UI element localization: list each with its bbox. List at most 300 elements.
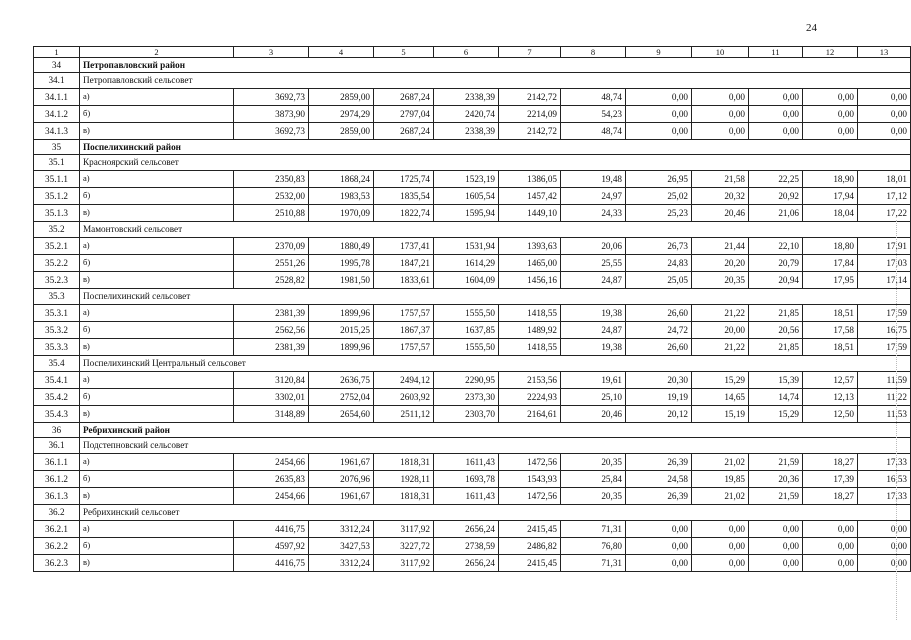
value-cell: 20,36 [749, 471, 803, 488]
value-cell: 2415,45 [499, 521, 561, 538]
value-cell: 20,94 [749, 272, 803, 289]
value-cell: 25,10 [561, 389, 626, 406]
settlement-code: 36.1 [34, 438, 80, 454]
column-number-row [34, 47, 911, 58]
value-cell: 20,56 [749, 322, 803, 339]
value-cell: 21,22 [692, 339, 749, 356]
value-cell: 2415,45 [499, 555, 561, 572]
row-code: 35.3.1 [34, 305, 80, 322]
value-cell: 17,22 [858, 205, 911, 222]
settlement-row [34, 438, 911, 454]
value-cell: 22,10 [749, 238, 803, 255]
value-cell: 21,06 [749, 205, 803, 222]
value-cell: 2797,04 [374, 106, 434, 123]
row-code: 36.2.2 [34, 538, 80, 555]
value-cell: 48,74 [561, 123, 626, 140]
value-cell: 11,22 [858, 389, 911, 406]
row-code: 35.1.1 [34, 171, 80, 188]
value-cell: 0,00 [858, 521, 911, 538]
table-row [34, 255, 911, 272]
row-code: 35.3.2 [34, 322, 80, 339]
district-code: 35 [34, 140, 80, 155]
row-variant: б) [80, 106, 234, 123]
row-code: 35.2.2 [34, 255, 80, 272]
value-cell: 1983,53 [309, 188, 374, 205]
row-variant: а) [80, 171, 234, 188]
column-number-cell: 4 [309, 47, 374, 58]
value-cell: 1449,10 [499, 205, 561, 222]
row-variant: а) [80, 521, 234, 538]
district-code: 36 [34, 423, 80, 438]
district-code: 34 [34, 58, 80, 73]
value-cell: 2486,82 [499, 538, 561, 555]
value-cell: 21,02 [692, 454, 749, 471]
value-cell: 2974,29 [309, 106, 374, 123]
value-cell: 0,00 [858, 555, 911, 572]
value-cell: 2738,59 [434, 538, 499, 555]
value-cell: 20,30 [626, 372, 692, 389]
value-cell: 4416,75 [234, 555, 309, 572]
row-variant: в) [80, 205, 234, 222]
column-number-cell: 10 [692, 47, 749, 58]
value-cell: 15,29 [749, 406, 803, 423]
settlement-row [34, 222, 911, 238]
value-cell: 3227,72 [374, 538, 434, 555]
value-cell: 71,31 [561, 521, 626, 538]
row-variant: б) [80, 471, 234, 488]
row-variant: а) [80, 305, 234, 322]
value-cell: 20,06 [561, 238, 626, 255]
district-row [34, 423, 911, 438]
value-cell: 2373,30 [434, 389, 499, 406]
value-cell: 21,44 [692, 238, 749, 255]
value-cell: 2859,00 [309, 123, 374, 140]
value-cell: 18,51 [803, 339, 858, 356]
value-cell: 20,35 [561, 454, 626, 471]
value-cell: 2224,93 [499, 389, 561, 406]
value-cell: 0,00 [626, 538, 692, 555]
value-cell: 2381,39 [234, 339, 309, 356]
table-row [34, 272, 911, 289]
table-row [34, 406, 911, 423]
value-cell: 71,31 [561, 555, 626, 572]
value-cell: 2528,82 [234, 272, 309, 289]
value-cell: 20,79 [749, 255, 803, 272]
value-cell: 1418,55 [499, 305, 561, 322]
row-code: 35.2.1 [34, 238, 80, 255]
row-code: 34.1.2 [34, 106, 80, 123]
table-row [34, 89, 911, 106]
row-variant: в) [80, 406, 234, 423]
column-number-cell: 13 [858, 47, 911, 58]
value-cell: 1595,94 [434, 205, 499, 222]
value-cell: 26,60 [626, 305, 692, 322]
value-cell: 0,00 [803, 521, 858, 538]
row-code: 35.1.3 [34, 205, 80, 222]
value-cell: 2562,56 [234, 322, 309, 339]
value-cell: 1818,31 [374, 488, 434, 505]
value-cell: 11,53 [858, 406, 911, 423]
row-variant: а) [80, 372, 234, 389]
value-cell: 1961,67 [309, 488, 374, 505]
value-cell: 1393,63 [499, 238, 561, 255]
settlement-row [34, 289, 911, 305]
settlement-name: Красноярский сельсовет [80, 155, 911, 171]
value-cell: 0,00 [749, 106, 803, 123]
value-cell: 4416,75 [234, 521, 309, 538]
district-row [34, 140, 911, 155]
value-cell: 2656,24 [434, 521, 499, 538]
settlement-code: 35.1 [34, 155, 80, 171]
row-code: 35.1.2 [34, 188, 80, 205]
table-row [34, 106, 911, 123]
row-code: 36.2.3 [34, 555, 80, 572]
value-cell: 2015,25 [309, 322, 374, 339]
table-row [34, 471, 911, 488]
value-cell: 3117,92 [374, 555, 434, 572]
value-cell: 1757,57 [374, 305, 434, 322]
value-cell: 1465,00 [499, 255, 561, 272]
settlement-name: Подстепновский сельсовет [80, 438, 911, 454]
value-cell: 20,35 [561, 488, 626, 505]
value-cell: 0,00 [626, 521, 692, 538]
value-cell: 0,00 [626, 555, 692, 572]
value-cell: 26,39 [626, 488, 692, 505]
value-cell: 76,80 [561, 538, 626, 555]
row-code: 35.2.3 [34, 272, 80, 289]
value-cell: 18,04 [803, 205, 858, 222]
value-cell: 1833,61 [374, 272, 434, 289]
value-cell: 2338,39 [434, 123, 499, 140]
value-cell: 1737,41 [374, 238, 434, 255]
column-number-cell: 11 [749, 47, 803, 58]
value-cell: 1867,37 [374, 322, 434, 339]
value-cell: 25,02 [626, 188, 692, 205]
value-cell: 24,97 [561, 188, 626, 205]
value-cell: 22,25 [749, 171, 803, 188]
value-cell: 1928,11 [374, 471, 434, 488]
value-cell: 17,94 [803, 188, 858, 205]
value-cell: 19,61 [561, 372, 626, 389]
value-cell: 1523,19 [434, 171, 499, 188]
value-cell: 19,19 [626, 389, 692, 406]
row-variant: б) [80, 188, 234, 205]
value-cell: 1555,50 [434, 305, 499, 322]
value-cell: 2142,72 [499, 89, 561, 106]
value-cell: 2859,00 [309, 89, 374, 106]
row-variant: б) [80, 322, 234, 339]
value-cell: 2532,00 [234, 188, 309, 205]
value-cell: 0,00 [692, 106, 749, 123]
value-cell: 16,75 [858, 322, 911, 339]
table-row [34, 171, 911, 188]
value-cell: 2510,88 [234, 205, 309, 222]
value-cell: 0,00 [803, 555, 858, 572]
value-cell: 19,48 [561, 171, 626, 188]
column-number-cell: 12 [803, 47, 858, 58]
value-cell: 0,00 [626, 89, 692, 106]
row-variant: в) [80, 488, 234, 505]
row-code: 36.1.1 [34, 454, 80, 471]
tariff-table [33, 46, 911, 572]
table-row [34, 488, 911, 505]
value-cell: 54,23 [561, 106, 626, 123]
settlement-name: Поспелихинский Центральный сельсовет [80, 356, 911, 372]
value-cell: 2370,09 [234, 238, 309, 255]
value-cell: 2494,12 [374, 372, 434, 389]
value-cell: 24,87 [561, 272, 626, 289]
value-cell: 1637,85 [434, 322, 499, 339]
district-row [34, 58, 911, 73]
page-number: 24 [806, 22, 817, 34]
table-row [34, 305, 911, 322]
value-cell: 1847,21 [374, 255, 434, 272]
table-row [34, 238, 911, 255]
row-code: 35.3.3 [34, 339, 80, 356]
settlement-code: 34.1 [34, 73, 80, 89]
value-cell: 15,19 [692, 406, 749, 423]
value-cell: 0,00 [858, 538, 911, 555]
table-row [34, 123, 911, 140]
value-cell: 1614,29 [434, 255, 499, 272]
value-cell: 15,29 [692, 372, 749, 389]
value-cell: 2381,39 [234, 305, 309, 322]
row-variant: а) [80, 238, 234, 255]
table-row [34, 538, 911, 555]
value-cell: 17,59 [858, 305, 911, 322]
settlement-code: 35.2 [34, 222, 80, 238]
district-name: Поспелихинский район [80, 140, 911, 155]
value-cell: 2636,75 [309, 372, 374, 389]
value-cell: 3312,24 [309, 521, 374, 538]
value-cell: 0,00 [803, 106, 858, 123]
value-cell: 2551,26 [234, 255, 309, 272]
settlement-code: 36.2 [34, 505, 80, 521]
value-cell: 18,51 [803, 305, 858, 322]
value-cell: 2164,61 [499, 406, 561, 423]
value-cell: 12,57 [803, 372, 858, 389]
value-cell: 0,00 [858, 106, 911, 123]
value-cell: 24,72 [626, 322, 692, 339]
column-number-cell: 9 [626, 47, 692, 58]
value-cell: 1489,92 [499, 322, 561, 339]
column-number-cell: 6 [434, 47, 499, 58]
value-cell: 21,85 [749, 305, 803, 322]
table-row [34, 188, 911, 205]
value-cell: 1611,43 [434, 488, 499, 505]
value-cell: 2076,96 [309, 471, 374, 488]
value-cell: 0,00 [749, 123, 803, 140]
value-cell: 24,87 [561, 322, 626, 339]
value-cell: 2420,74 [434, 106, 499, 123]
value-cell: 21,58 [692, 171, 749, 188]
value-cell: 0,00 [749, 555, 803, 572]
row-variant: б) [80, 389, 234, 406]
row-code: 34.1.1 [34, 89, 80, 106]
value-cell: 14,65 [692, 389, 749, 406]
value-cell: 2214,09 [499, 106, 561, 123]
value-cell: 1386,05 [499, 171, 561, 188]
value-cell: 1868,24 [309, 171, 374, 188]
value-cell: 4597,92 [234, 538, 309, 555]
value-cell: 0,00 [749, 538, 803, 555]
value-cell: 1531,94 [434, 238, 499, 255]
row-variant: а) [80, 454, 234, 471]
value-cell: 0,00 [858, 123, 911, 140]
value-cell: 0,00 [692, 89, 749, 106]
value-cell: 2350,83 [234, 171, 309, 188]
value-cell: 19,38 [561, 339, 626, 356]
value-cell: 25,55 [561, 255, 626, 272]
column-number-cell: 3 [234, 47, 309, 58]
settlement-code: 35.4 [34, 356, 80, 372]
value-cell: 2687,24 [374, 123, 434, 140]
row-variant: а) [80, 89, 234, 106]
value-cell: 17,84 [803, 255, 858, 272]
value-cell: 1995,78 [309, 255, 374, 272]
value-cell: 1472,56 [499, 488, 561, 505]
value-cell: 1456,16 [499, 272, 561, 289]
value-cell: 1835,54 [374, 188, 434, 205]
value-cell: 24,33 [561, 205, 626, 222]
value-cell: 19,38 [561, 305, 626, 322]
value-cell: 2142,72 [499, 123, 561, 140]
column-number-cell: 1 [34, 47, 80, 58]
value-cell: 2687,24 [374, 89, 434, 106]
row-variant: б) [80, 255, 234, 272]
value-cell: 17,03 [858, 255, 911, 272]
value-cell: 1822,74 [374, 205, 434, 222]
value-cell: 18,90 [803, 171, 858, 188]
value-cell: 1693,78 [434, 471, 499, 488]
value-cell: 2752,04 [309, 389, 374, 406]
value-cell: 20,32 [692, 188, 749, 205]
value-cell: 1880,49 [309, 238, 374, 255]
settlement-name: Поспелихинский сельсовет [80, 289, 911, 305]
value-cell: 19,85 [692, 471, 749, 488]
table-row [34, 322, 911, 339]
value-cell: 2338,39 [434, 89, 499, 106]
value-cell: 1555,50 [434, 339, 499, 356]
column-number-cell: 8 [561, 47, 626, 58]
value-cell: 12,50 [803, 406, 858, 423]
value-cell: 21,02 [692, 488, 749, 505]
settlement-row [34, 505, 911, 521]
settlement-name: Мамонтовский сельсовет [80, 222, 911, 238]
value-cell: 14,74 [749, 389, 803, 406]
value-cell: 1757,57 [374, 339, 434, 356]
value-cell: 0,00 [626, 106, 692, 123]
value-cell: 18,27 [803, 488, 858, 505]
value-cell: 20,20 [692, 255, 749, 272]
value-cell: 1605,54 [434, 188, 499, 205]
table-row [34, 555, 911, 572]
value-cell: 3312,24 [309, 555, 374, 572]
value-cell: 0,00 [749, 89, 803, 106]
row-variant: в) [80, 272, 234, 289]
value-cell: 20,00 [692, 322, 749, 339]
settlement-name: Петропавловский сельсовет [80, 73, 911, 89]
value-cell: 0,00 [803, 89, 858, 106]
row-code: 35.4.1 [34, 372, 80, 389]
value-cell: 1543,93 [499, 471, 561, 488]
value-cell: 2635,83 [234, 471, 309, 488]
value-cell: 2153,56 [499, 372, 561, 389]
value-cell: 20,46 [561, 406, 626, 423]
value-cell: 2511,12 [374, 406, 434, 423]
value-cell: 26,95 [626, 171, 692, 188]
value-cell: 1899,96 [309, 339, 374, 356]
value-cell: 1611,43 [434, 454, 499, 471]
value-cell: 1818,31 [374, 454, 434, 471]
value-cell: 17,14 [858, 272, 911, 289]
value-cell: 17,95 [803, 272, 858, 289]
value-cell: 26,60 [626, 339, 692, 356]
row-variant: в) [80, 123, 234, 140]
value-cell: 18,27 [803, 454, 858, 471]
value-cell: 17,39 [803, 471, 858, 488]
value-cell: 1970,09 [309, 205, 374, 222]
row-code: 36.1.3 [34, 488, 80, 505]
table-row [34, 339, 911, 356]
settlement-row [34, 356, 911, 372]
value-cell: 15,39 [749, 372, 803, 389]
value-cell: 20,35 [692, 272, 749, 289]
value-cell: 20,92 [749, 188, 803, 205]
value-cell: 25,23 [626, 205, 692, 222]
value-cell: 1725,74 [374, 171, 434, 188]
value-cell: 18,01 [858, 171, 911, 188]
value-cell: 17,59 [858, 339, 911, 356]
value-cell: 2654,60 [309, 406, 374, 423]
table-row [34, 389, 911, 406]
value-cell: 21,59 [749, 454, 803, 471]
value-cell: 25,05 [626, 272, 692, 289]
value-cell: 17,91 [858, 238, 911, 255]
value-cell: 1418,55 [499, 339, 561, 356]
row-variant: в) [80, 339, 234, 356]
row-code: 36.1.2 [34, 471, 80, 488]
value-cell: 18,80 [803, 238, 858, 255]
page-edge-mark [895, 220, 897, 620]
value-cell: 21,22 [692, 305, 749, 322]
value-cell: 0,00 [692, 521, 749, 538]
settlement-row [34, 73, 911, 89]
value-cell: 3692,73 [234, 123, 309, 140]
value-cell: 3120,84 [234, 372, 309, 389]
value-cell: 26,73 [626, 238, 692, 255]
value-cell: 26,39 [626, 454, 692, 471]
row-code: 36.2.1 [34, 521, 80, 538]
row-code: 35.4.3 [34, 406, 80, 423]
value-cell: 3692,73 [234, 89, 309, 106]
value-cell: 0,00 [692, 538, 749, 555]
district-name: Ребрихинский район [80, 423, 911, 438]
value-cell: 2454,66 [234, 488, 309, 505]
row-variant: б) [80, 538, 234, 555]
table-row [34, 521, 911, 538]
value-cell: 0,00 [692, 555, 749, 572]
table-row [34, 454, 911, 471]
value-cell: 2290,95 [434, 372, 499, 389]
value-cell: 0,00 [692, 123, 749, 140]
value-cell: 17,58 [803, 322, 858, 339]
table-row [34, 205, 911, 222]
value-cell: 48,74 [561, 89, 626, 106]
value-cell: 24,83 [626, 255, 692, 272]
value-cell: 17,33 [858, 488, 911, 505]
settlement-name: Ребрихинский сельсовет [80, 505, 911, 521]
